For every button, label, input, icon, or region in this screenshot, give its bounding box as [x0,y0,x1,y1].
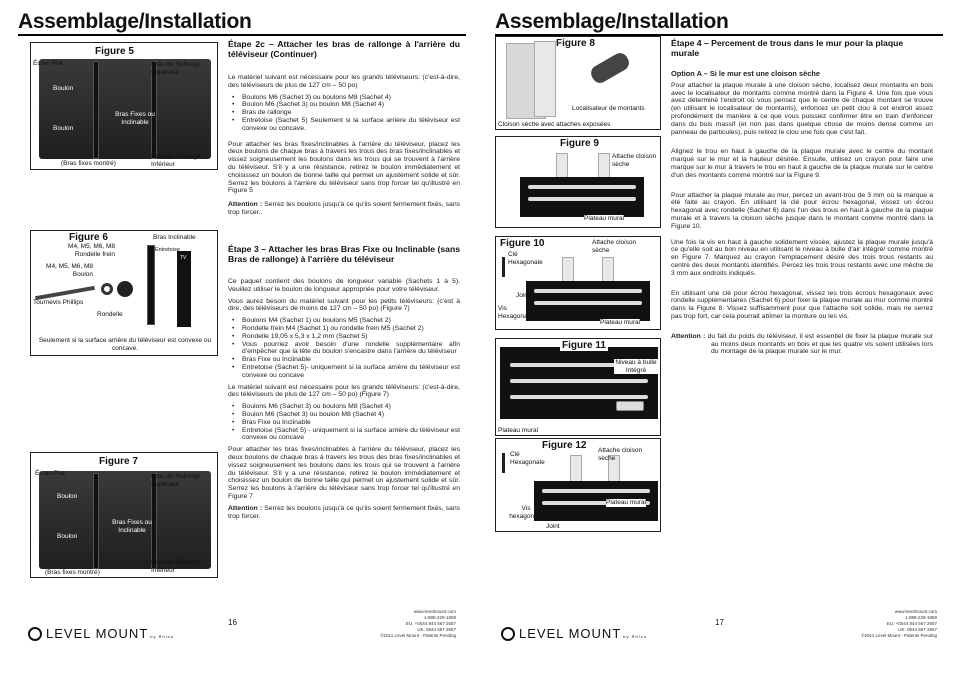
contact-info [360,609,456,639]
label-entretoise: Entretoise [155,247,180,253]
step-2c-p1: Le matériel suivant est nécessaire pour les grands téléviseurs: (c'est-à-dire, des téléviseurs de plus de 127 cm – 50 po) [228,74,460,89]
label-bras-fixes: Bras Fixes ou Inclinable [115,111,155,126]
step-4-p3: Pour attacher la plaque murale au mur, percez un avant-trou de 3 mm où la marque a été faite au crayon. En utilisant la clé pour écrou hexagonal, vissez un écrou hexagonal avec rondelle (Sachet 6) dans l'un des trous en haut à gauche de la plaque murale et à travers la cloison sèche jusque dans le montant comme montré dans la Figure 10. [671,191,933,230]
step-4-p5: En utilisant une clé pour écrou hexagonal, vissez les trois écrous hexagonaux avec rondelle supplémentaires (Sachet 6) pour fixer la plaque murale au mur comme montré dans la Figure 8. Vissez suffisamment pour que l'attache soit solide, mais ne serrez pas trop fort, car cela pourrait abîmer la monture ou les vis. [671,289,933,320]
figure-label: Figure 8 [556,38,595,49]
list-item: • Bras Fixe ou Inclinable [228,419,460,427]
bracket-left [93,473,99,569]
figure-label: Figure 12 [542,440,587,451]
contact-uk: UK: 0844 567 2657 [417,627,456,632]
contact-uk: UK: 0844 567 2657 [898,627,937,632]
figure-caption: (Bras fixes montré) [61,160,116,167]
contact-web: www.levelmount.com [413,609,456,614]
page-title: Assemblage/Installation [495,10,729,33]
figure-label: Figure 11 [562,340,606,351]
figure-5 [30,42,218,170]
label-localisateur: Localisateur de montants [572,105,645,112]
list-item: • Bras de rallonge [228,109,460,117]
step-2c-title: Étape 2c – Attacher les bras de rallonge à l'arrière du téléviseur (Continuer) [228,39,460,59]
step-3-body [228,278,460,524]
label-plateau: Plateau mural [600,319,641,326]
list-item: • Bras Fixe ou Inclinable [228,356,460,364]
figure-label: Figure 6 [69,232,108,243]
label-vis: Vis hexagonale [509,505,543,520]
label-plateau: Plateau mural [606,499,647,506]
step-4-p1: Pour attacher la plaque murale à une cloison sèche, localisez deux montants en bois avec le localisateur de montants comme montré dans la Figure 4. Une fois que vous avez déterminé l'endroit où vous pensez que le centre de chaque montant se trouve (en utilisant le localisateur de montants), enfoncez un petit clou à cet endroit assez profondément de manière à ce que vous puissiez confirmer être en train d'enfoncer dans du bois massif (et non pas dans quelque chose de moins dense comme un panneau de particules), puis retirez le clou une fois que c'est fait. [671,81,933,136]
attention-label: Attention : [228,201,263,209]
list-item: • Entretoise (Sachet 5)- uniquement si la surface arrière du téléviseur est convexe ou concave [228,364,460,380]
step-3-p1: Ce paquet contient des boulons de longueur variable (Sachets 1 à 5). Veuillez utiliser le boulon de longueur appropriée pour votre téléviseur. [228,278,460,293]
label-boulon: Boulon [53,125,74,132]
contact-info [841,609,937,639]
label-boulon: Boulon [53,85,74,92]
figure-label: Figure 7 [99,456,138,467]
plate-slot [528,185,636,189]
attention-text: Serrez les boulons jusqu'à ce qu'ils soient fermement fixés, sans trop forcer. [228,504,460,520]
label-bras-rallonge: Bras de Rallonge Supérieur [151,61,201,76]
contact-tel: 1-888-229-1859 [423,615,456,620]
contact-web: www.levelmount.com [894,609,937,614]
label-plateau: Plateau mural [584,215,625,222]
contact-tel: 1-888-229-1859 [904,615,937,620]
label-bras-rallonge-inf: Bras de Rallonge Inférieur [151,559,201,574]
plate-slot [534,301,642,305]
label-plateau: Plateau mural [498,427,539,434]
figure-10 [495,236,661,330]
label-bolts2: M4, M5, M6, M8 Boulon [46,263,93,278]
label-attache: Attache cloison sèche [592,239,637,254]
figure-11 [495,338,661,436]
list-item: • Rondelle 19,05 x 5,3 x 1,2 mm (Sachet 5) [228,333,460,341]
contact-eu: EU: +0044 844 567 2657 [405,621,456,626]
contact-copy: ©2011 Level Mount - Patents Pending [861,633,937,638]
figure-label: Figure 9 [560,138,599,149]
label-bolts: M4, M5, M6, M8 Rondelle frein [68,243,115,258]
label-ecran: Écran Plat [33,60,63,67]
attention-label: Attention : [228,504,263,512]
lock-washer-icon [117,281,133,297]
label-joint: Joint [516,292,530,299]
brand-logo [28,626,174,641]
label-screwdriver: Tournevis Phillips [33,299,84,306]
figure-caption: Seulement si la surface arrière du téléviseur est convexe ou concave. [38,337,212,352]
step-2c-body [228,74,460,221]
figure-12 [495,438,661,532]
figure-9 [495,136,661,228]
list-item: • Rondelle frein M4 (Sachet 1) ou rondelle frein M5 (Sachet 2) [228,325,460,333]
list-item: • Entretoise (Sachet 5) Seulement si la surface arrière du téléviseur est convexe ou concave. [228,117,460,133]
logo-text: LEVEL MOUNT [46,626,149,641]
logo-ring-icon [28,627,42,641]
attention-text: Serrez les boulons jusqu'à ce qu'ils soient fermement fixés, sans trop forcer.. [228,201,460,216]
figure-8 [495,36,661,130]
attention-label: Attention : [671,332,706,340]
plate-slot [528,197,636,201]
figure-caption: Cloison sèche avec attaches exposées [498,121,611,128]
logo-byline: by Rhino [623,634,648,639]
step-4-title: Étape 4 – Percement de trous dans le mur pour la plaque murale [671,38,904,58]
hex-key-icon [502,257,505,277]
step-3-p2: Vous aurez besoin du matériel suivant pour les petits téléviseurs: (c'est à dire, des téléviseurs de moins de 127 cm – 50 po) (Figure 7) [228,297,460,313]
label-ecran: Écran Plat [35,470,65,477]
plate-slot [510,395,648,399]
bracket-inclinable [147,245,155,325]
attention-text: du fait du poids du téléviseur, il est essentiel de fixer la plaque murale sur au moins deux montants en bois et que les quatre vis soient utilisées lors du montage de la plaque murale sur le mur. [707,332,933,356]
label-boulon: Boulon [57,533,78,540]
label-boulon: Boulon [57,493,78,500]
label-vis: Vis Hexagonale [498,305,533,320]
figure-label: Figure 5 [95,46,134,57]
bracket-left [93,61,99,159]
step-3-list [228,317,460,379]
list-item: • Entretoise (Sachet 5) - uniquement si la surface arrière du téléviseur est convexe ou concave [228,427,460,443]
plate-slot [542,489,650,493]
washer-icon [101,283,113,295]
label-attache: Attache cloison sèche [612,153,657,168]
logo-ring-icon [501,627,515,641]
label-joint: Joint [546,523,560,530]
figure-label: Figure 10 [500,238,545,249]
contact-copy: ©2011 Level Mount - Patents Pending [380,633,456,638]
list-item: • Vous pourriez avoir besoin d'une rondelle supplémentaire afin d'empêcher que la tête du boulon s'encastre dans l'arrière du téléviseur [228,341,460,357]
label-cle: Clé Hexagonale [510,451,545,466]
label-bras-fixes: Bras Fixes ou Inclinable [112,519,152,534]
list-item: • Boulons M6 (Sachet 3) ou boulons M8 (Sachet 4) [228,403,460,411]
step-4-p2: Alignez le trou en haut à gauche de la plaque murale avec le centre du montant marqué sur le mur et la hauteur désirée. Ensuite, utilisez un crayon pour faire une marque sur le mur à travers le trou en haut à gauche de la plaque murale sur le centre d'un des montants comme montré sur la Figure 9. [671,148,933,179]
contact-eu: EU: +0044 844 567 2657 [886,621,937,626]
list-item: • Boulons M6 (Sachet 3) ou boulons M8 (Sachet 4) [228,94,460,102]
step-4-p4: Une fois la vis en haut à gauche solidement vissée, ajustez la plaque murale jusqu'à ce qu'elle soit au bon niveau en utilisant le niveau à bulle d'air intégré/ comme montré en Figure 7. Marquez au crayon l'emplacement désiré des trois trous restants au centre des deux montants identifiés. Percez les trois trous restants avec une mèche de 3 mm aux endroits indiqués. [671,238,933,277]
bubble-level-icon [616,401,644,411]
figure-caption: (Bras fixes montré) [45,569,100,576]
step-3-p3: Le matériel suivant est nécessaire pour les grands téléviseurs: (c'est-à-dire, des téléviseurs de plus de 127 cm – 50 po) (Figure 7) [228,383,460,399]
label-cle: Clé Hexagonale [508,251,543,266]
title-rule [18,34,466,36]
figure-7 [30,452,218,578]
page-title: Assemblage/Installation [18,10,252,33]
label-tv: TV [180,255,187,261]
label-bras-rallonge: Bras de Rallonge Supérieur [151,473,201,488]
label-bras-inclinable: Bras Inclinable [153,234,196,241]
label-attache: Attache cloison sèche [598,447,643,462]
page-number: 16 [228,618,237,627]
step-3-list2 [228,403,460,442]
figure-6 [30,230,218,356]
step-3-p4: Pour attacher les bras fixes/inclinables à l'arrière du téléviseur, placez les deux boulons de chaque bras à travers les trous des bras fixes/inclinables et vissez soigneusement les boulons dans les trous qui se trouvent à l'arrière du téléviseur. S'il y a une résistance, retirez le boulon immédiatement et choisissez un boulon de bonne taille qui permet un ajustement solide et sûr. Serrez les boulons à l'arrière du téléviseur sans trop forcer tel qu'illustré en Figure 7 [228,446,460,500]
logo-byline: by Rhino [150,634,175,639]
step-3-title: Étape 3 – Attacher les bras Bras Fixe ou Inclinable (sans Bras de rallonge) à l'arrière du téléviseur [228,244,460,264]
list-item: • Boulons M4 (Sachet 1) ou boulons M5 (Sachet 2) [228,317,460,325]
step-2c-list [228,94,460,133]
step-4-body [671,70,933,360]
label-niveau: Niveau à bulle Intégré [615,359,657,374]
list-item: • Boulon M6 (Sachet 3) ou boulon M8 (Sachet 4) [228,101,460,109]
stud-finder-icon [588,50,632,86]
plate-slot [534,289,642,293]
stud [534,41,556,117]
list-item: • Boulon M6 (Sachet 3) ou boulon M8 (Sachet 4) [228,411,460,419]
step-2c-p2: Pour attacher les bras fixes/inclinables à l'arrière du téléviseur, placez les deux boulons de chaque bras à travers les trous des bras fixes/inclinables et vissez soigneusement les boulons dans les trous qui se trouvent à l'arrière du téléviseur. S'il y a une résistance, retirez le boulon immédiatement et choisissez un boulon de bonne taille qui permet un ajustement solide et sûr. Serrez les boulons à l'arrière du téléviseur sans trop forcer tel qu'illustré en Figure 5 [228,140,460,195]
label-bras-rallonge-inf: Bras de Rallonge Inférieur [151,153,201,168]
hex-key-icon [502,453,505,473]
plate-slot [510,379,648,383]
option-a-title: Option A – Si le mur est une cloison sèche [671,69,820,78]
label-rondelle: Rondelle [97,311,123,318]
logo-text: LEVEL MOUNT [519,626,622,641]
page-number: 17 [715,618,724,627]
right-page [477,0,954,675]
brand-logo [501,626,647,641]
